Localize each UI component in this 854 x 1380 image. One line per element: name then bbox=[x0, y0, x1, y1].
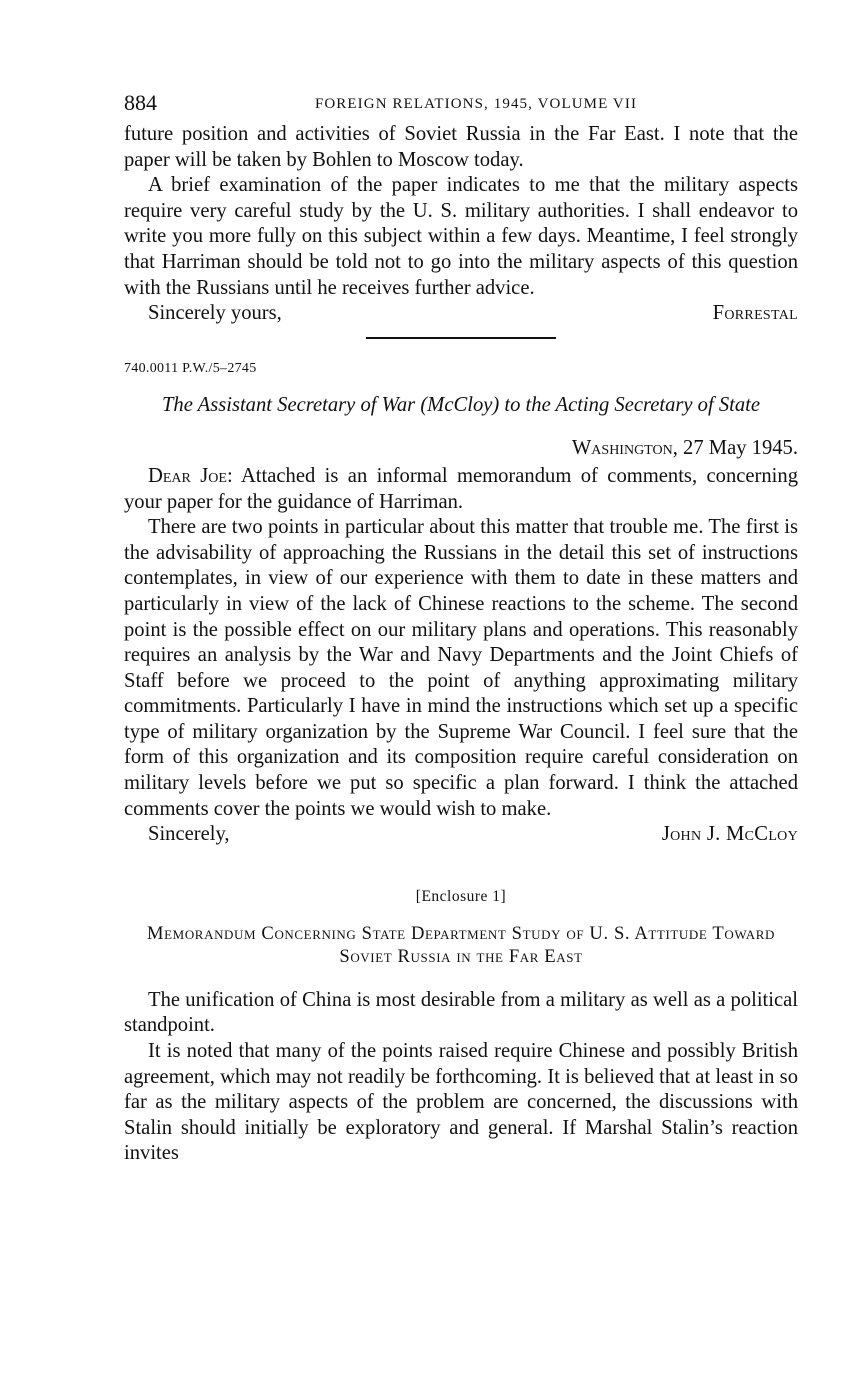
paragraph-text: : Attached is an informal memorandum of comments, concerning your paper for the guidance of Harriman. bbox=[124, 464, 798, 513]
page-number: 884 bbox=[124, 90, 157, 115]
forrestal-letter-continuation bbox=[124, 122, 798, 327]
enclosure-label: [Enclosure 1] bbox=[415, 887, 507, 905]
body-paragraph bbox=[124, 464, 798, 515]
mccloy-letter bbox=[124, 359, 798, 848]
enclosure bbox=[124, 886, 798, 1167]
dateline bbox=[124, 436, 798, 462]
signature: Forrestal bbox=[712, 302, 798, 325]
dateline-place: Washington bbox=[571, 437, 673, 460]
page-header bbox=[124, 88, 798, 118]
body-paragraph: future position and activities of Soviet Russia in the Far East. I note that the paper will be taken by Bohlen to Moscow today. bbox=[124, 123, 798, 171]
body-paragraph: It is noted that many of the points raised require Chinese and possibly British agreement, which may not readily be forthcoming. It is believed that at least in so far as the military aspects of the problem are concerned, the discussions with Stalin should initially be exploratory and general. If Marshal Stalin’s reaction invites bbox=[124, 1040, 798, 1165]
running-head: FOREIGN RELATIONS, 1945, VOLUME VII bbox=[314, 96, 638, 112]
signature: John J. McCloy bbox=[661, 823, 798, 846]
letter-closing bbox=[124, 301, 798, 327]
complimentary-close: Sincerely yours, bbox=[148, 302, 282, 325]
letter-closing bbox=[124, 822, 798, 848]
document-title: The Assistant Secretary of War (McCloy) to the Acting Secretary of State bbox=[161, 393, 761, 416]
dateline-date: , 27 May 1945. bbox=[672, 437, 798, 460]
complimentary-close: Sincerely, bbox=[148, 823, 230, 846]
body-paragraph: The unification of China is most desirable from a military as well as a political standpoint. bbox=[124, 988, 798, 1037]
body-paragraph: There are two points in particular about this matter that trouble me. The first is the advisability of approaching the Russians in the detail this set of instructions contemplates, in view of our experience with them to date in these matters and particularly in view of the lack of Chinese reactions to the scheme. The second point is the possible effect on our military plans and operations. This reasonably requires an analysis by the War and Navy Departments and the Joint Chiefs of Staff before we proceed to the point of anything approximating military commitments. Particularly I have in mind the instructions which set up a specific type of military organization by the Supreme War Council. I feel sure that the form of this organization and its composition require careful consideration on military levels before we put so specific a plan forward. I think the attached comments cover the points we would wish to make. bbox=[124, 516, 798, 820]
body-paragraph: A brief examination of the paper indicates to me that the military aspects require very careful study by the U. S. military authorities. I shall endeavor to write you more fully on this subject within a few days. Meantime, I feel strongly that Harriman should be told not to go into the military aspects of this question with the Russians until he receives further advice. bbox=[124, 174, 798, 299]
memorandum-title: Memorandum Concerning State Department Study of U. S. Attitude Toward Soviet Russia in the Far East bbox=[146, 922, 775, 967]
salutation: Dear Joe bbox=[148, 464, 227, 487]
file-number: 740.0011 P.W./5–2745 bbox=[124, 360, 257, 376]
document-page bbox=[124, 88, 798, 1167]
section-divider bbox=[366, 337, 556, 339]
